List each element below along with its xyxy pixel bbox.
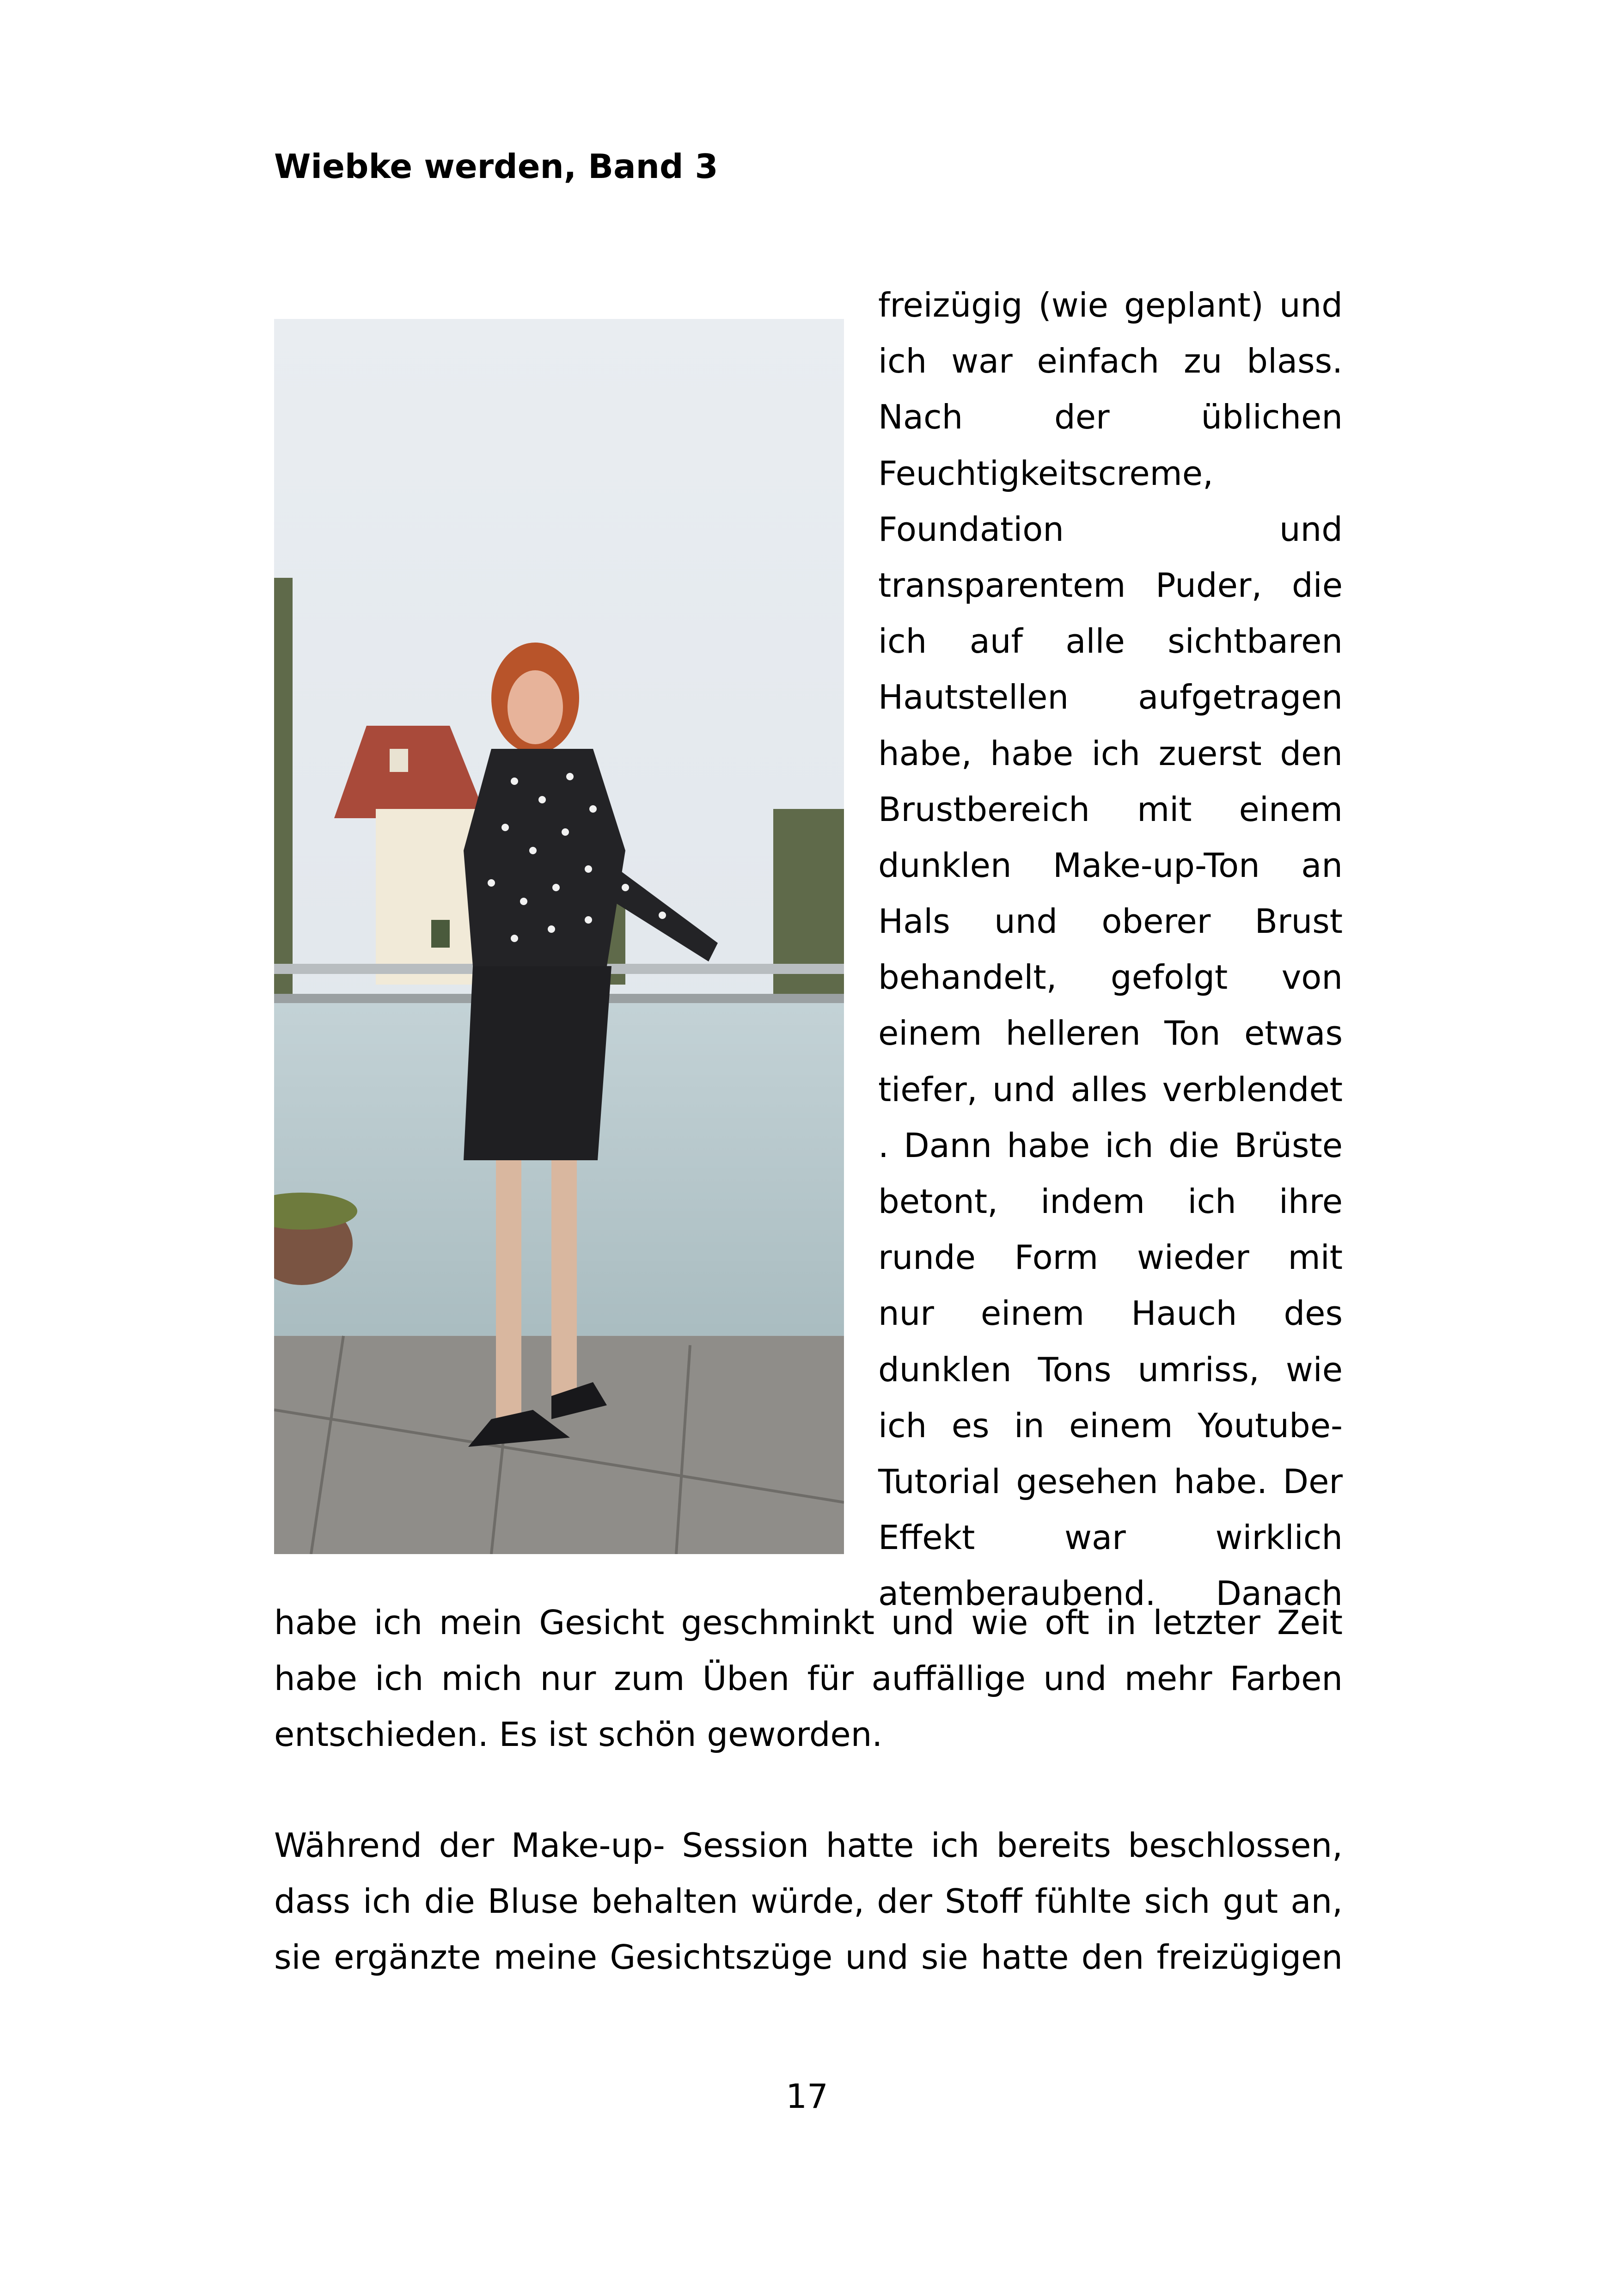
running-header: Wiebke werden, Band 3 (274, 147, 718, 186)
text-line: Hautstellen aufgetragen (878, 678, 1343, 717)
wrapped-text-column (878, 277, 1343, 1622)
text-line: dunklen Make-up-Ton an (878, 845, 1343, 885)
text-line: ich auf alle sichtbaren (878, 622, 1343, 661)
text-line: einem helleren Ton etwas (878, 1014, 1343, 1053)
text-line: Foundation und (878, 509, 1343, 549)
text-line: ich war einfach zu blass. (878, 342, 1343, 381)
text-line: freizügig (wie geplant) und (878, 286, 1343, 325)
text-line: . Dann habe ich die Brüste (878, 1126, 1343, 1165)
text-line: betont, indem ich ihre (878, 1182, 1343, 1221)
paragraph-continuation (274, 1595, 1343, 1763)
text-line: entschieden. Es ist schön geworden. (274, 1715, 883, 1754)
text-line: dass ich die Bluse behalten würde, der Stoff fühlte sich gut an, (274, 1882, 1343, 1921)
photo-illustration (274, 319, 844, 1554)
text-line: Brustbereich mit einem (878, 790, 1343, 829)
page-number: 17 (786, 2077, 828, 2116)
text-line: behandelt, gefolgt von (878, 958, 1343, 997)
text-line: Nach der üblichen (878, 398, 1343, 437)
text-line: Tutorial gesehen habe. Der (878, 1462, 1343, 1501)
text-line: habe ich mich nur zum Üben für auffällige und mehr Farben (274, 1659, 1343, 1698)
text-line: Hals und oberer Brust (878, 902, 1343, 941)
paragraph-2 (274, 1818, 1343, 1986)
text-line: habe ich mein Gesicht geschminkt und wie oft in letzter Zeit (274, 1603, 1343, 1642)
text-line: habe, habe ich zuerst den (878, 734, 1343, 773)
text-line: atemberaubend. Danach (878, 1574, 1343, 1613)
text-line: runde Form wieder mit (878, 1238, 1343, 1277)
text-line: Während der Make-up- Session hatte ich bereits beschlossen, (274, 1826, 1343, 1865)
text-line: Effekt war wirklich (878, 1518, 1343, 1557)
photo-woman-on-balcony (274, 319, 844, 1554)
text-line: sie ergänzte meine Gesichtszüge und sie hatte den freizügigen (274, 1938, 1343, 1977)
text-line: tiefer, und alles verblendet (878, 1070, 1343, 1109)
text-line: ich es in einem Youtube- (878, 1406, 1343, 1445)
text-line: Feuchtigkeitscreme, (878, 453, 1213, 493)
text-line: transparentem Puder, die (878, 565, 1343, 605)
text-line: nur einem Hauch des (878, 1294, 1343, 1333)
text-line: dunklen Tons umriss, wie (878, 1350, 1343, 1389)
